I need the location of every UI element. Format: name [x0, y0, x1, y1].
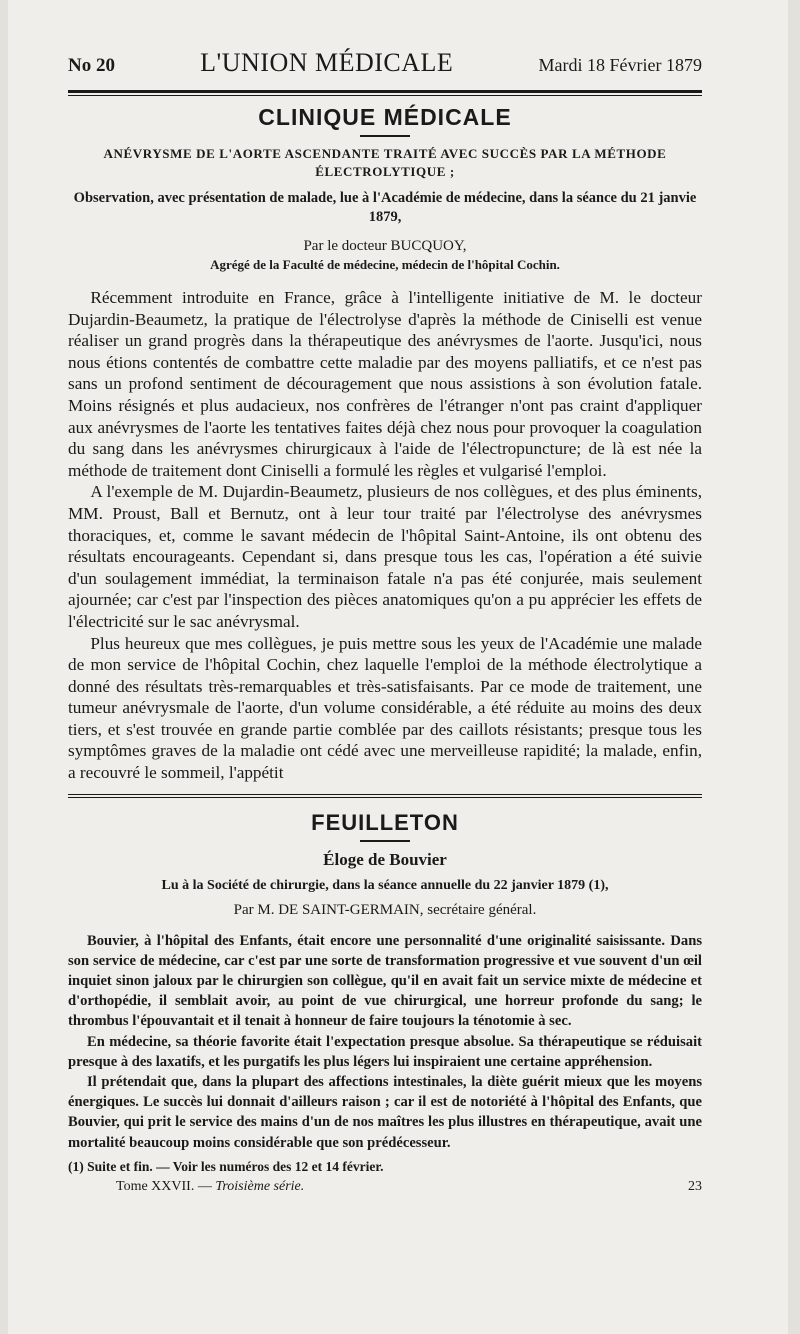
heading-divider: [360, 840, 410, 842]
observation-note: Observation, avec présentation de malade, lue à l'Académie de médecine, dans la séance du 21 janvie 1879,: [73, 190, 697, 225]
article-title-line2: ÉLECTROLYTIQUE ;: [315, 164, 455, 179]
feuilleton-read-at: Lu à la Société de chirurgie, dans la séance annuelle du 22 janvier 1879 (1),: [161, 877, 609, 893]
article-paragraph: Récemment introduite en France, grâce à l'intelligente initiative de M. le docteur Dujardin-Beaumetz, la pratique de l'électrolyse d'après la méthode de Ciniselli est venue réaliser un grand progrès dans la thérapeutique des anévrysmes de l'aorte. Jusqu'ici, nous nous étions contentés de combattre cette maladie par des moyens palliatifs, et ce n'est pas sans un profond sentiment de découragement que nous assistions à son évolution fatale. Moins résignés et plus audacieux, nos confrères de l'étranger n'ont pas craint d'appliquer aux anévrysmes de l'aorte les tentatives faites déjà chez nous pour provoquer la coagulation du sang dans les anévrysmes chirurgicaux à l'aide de l'électropuncture; de là est née la méthode de traitement dont Ciniselli a formulé les règles et vulgarisé l'emploi.: [68, 288, 702, 480]
feuilleton-author: Par M. DE SAINT-GERMAIN, secrétaire général.: [233, 901, 537, 918]
section-heading-feuilleton: FEUILLETON: [311, 809, 459, 835]
article-title-line1: ANÉVRYSME DE L'AORTE ASCENDANTE TRAITÉ AVEC SUCCÈS PAR LA MÉTHODE: [103, 146, 667, 161]
feuilleton-separator: [68, 794, 702, 800]
footer-series: Troisième série.: [215, 1178, 305, 1194]
article-title: [68, 145, 702, 181]
issue-date: Mardi 18 Février 1879: [538, 55, 702, 75]
footer-volume: [116, 1179, 304, 1195]
journal-title: L'UNION MÉDICALE: [200, 48, 454, 77]
masthead-rule: [68, 90, 702, 93]
issue-number: No 20: [68, 55, 115, 76]
footer-tome: Tome XXVII. —: [116, 1178, 212, 1194]
section-heading-clinique: CLINIQUE MÉDICALE: [258, 104, 512, 130]
heading-divider: [360, 135, 410, 137]
footnote: (1) Suite et fin. — Voir les numéros des 12 et 14 février.: [68, 1158, 384, 1174]
author-affiliation: Agrégé de la Faculté de médecine, médecin de l'hôpital Cochin.: [210, 257, 560, 272]
masthead: [68, 48, 702, 88]
feuilleton-paragraph: Il prétendait que, dans la plupart des affections intestinales, la diète guérit mieux que les moyens énergiques. Le succès lui donnait d'ailleurs raison ; car il est de notoriété à l'hôpital des Enfants, que Bouvier, qui prit le service des mains d'un de nos maîtres les plus illustres en thérapeutique, avait une mortalité beaucoup moins considérable que son prédécesseur.: [68, 1074, 702, 1151]
feuilleton-paragraph: En médecine, sa théorie favorite était l'expectation presque absolue. Sa thérapeutique se réduisait presque à des laxatifs, et les purgatifs les plus légers lui inspiraient une certaine appréhension.: [68, 1033, 702, 1070]
feuilleton-paragraph: Bouvier, à l'hôpital des Enfants, était encore une personnalité d'une originalité saisissante. Dans son service de médecine, car c'est par une sorte de transformation progressive et vue souvent d'un œil inquiet sinon jaloux par le chirurgien son collègue, qu'il en avait fait un service mixte de médecine et d'orthopédie, il semblait avoir, au point de vue chirurgical, une horreur profonde du sang; le thrombus l'épouvantait et il tenait à honneur de faire toujours la ténotomie à sec.: [68, 932, 702, 1030]
article-body: [68, 287, 702, 784]
article-paragraph: Plus heureux que mes collègues, je puis mettre sous les yeux de l'Académie une malade de mon service de l'hôpital Cochin, chez laquelle l'emploi de la méthode électrolytique a donné des résultats très-remarquables et très-satisfaisants. Par ce mode de traitement, une tumeur anévrysmale de l'aorte, d'un volume considérable, a été réduite au moins des deux tiers, et s'est trouvée en grande partie comblée par des caillots résistants; presque tous les symptômes graves de la maladie ont cédé avec une merveilleuse rapidité; la malade, enfin, a recouvré le sommeil, l'appétit: [68, 633, 702, 783]
newspaper-page: [8, 0, 788, 1334]
page-number: 23: [688, 1178, 702, 1194]
feuilleton-title: Éloge de Bouvier: [323, 849, 447, 869]
page-footer: [68, 1179, 702, 1195]
masthead-rule-thin: [68, 95, 702, 96]
feuilleton-body: [68, 931, 702, 1153]
article-author: Par le docteur BUCQUOY,: [303, 238, 467, 254]
article-paragraph: A l'exemple de M. Dujardin-Beaumetz, plusieurs de nos collègues, et des plus éminents, MM. Proust, Ball et Bernutz, ont à leur tour traité par l'électrolyse des anévrysmes thoraciques, et, comme le savant médecin de l'hôpital Saint-Antoine, ils ont obtenu des résultats encourageants. Cependant si, dans presque tous les cas, l'opération a été suivie d'un soulagement immédiat, la terminaison fatale n'a pas été conjurée, mais seulement ajournée; car c'est par l'inspection des pièces anatomiques qu'on a pu apprécier les effets de l'électricité sur le sac anévrysmal.: [68, 482, 702, 631]
